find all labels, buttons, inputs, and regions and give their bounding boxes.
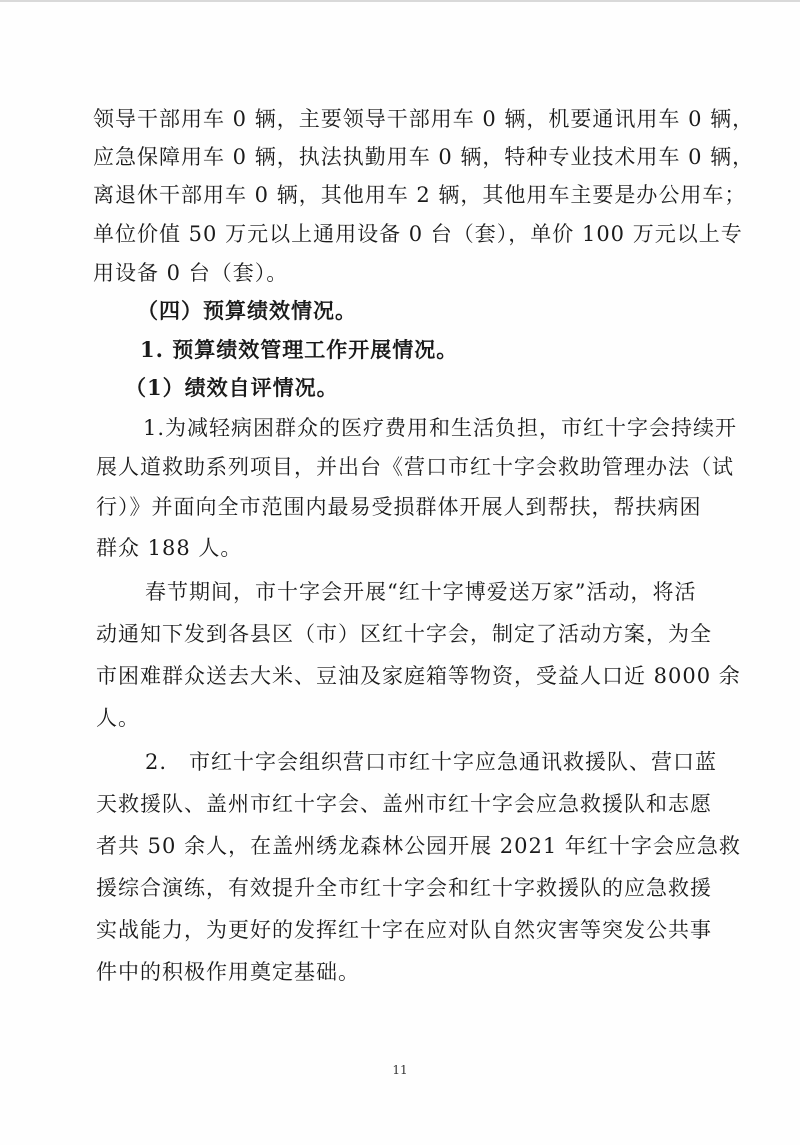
body-line: 单位价值 50 万元以上通用设备 0 台（套），单价 100 万元以上专 bbox=[93, 222, 743, 246]
item-heading: （1）绩效自评情况。 bbox=[125, 375, 339, 400]
body-line: 者共 50 余人，在盖州绣龙森林公园开展 2021 年红十字会应急救 bbox=[96, 834, 741, 858]
body-line: 援综合演练，有效提升全市红十字会和红十字救援队的应急救援 bbox=[96, 876, 712, 900]
body-line: 展人道救助系列项目，并出台《营口市红十字会救助管理办法（试 bbox=[96, 455, 734, 479]
page-number: 11 bbox=[392, 1063, 408, 1077]
section-heading: （四）预算绩效情况。 bbox=[137, 298, 357, 323]
body-line: 应急保障用车 0 辆，执法执勤用车 0 辆，特种专业技术用车 0 辆， bbox=[93, 145, 755, 169]
body-line: 人。 bbox=[96, 706, 140, 730]
body-line: 春节期间，市十字会开展“红十字博爱送万家”活动，将活 bbox=[145, 580, 697, 604]
body-line: 件中的积极作用奠定基础。 bbox=[96, 960, 360, 984]
body-line: 领导干部用车 0 辆，主要领导干部用车 0 辆，机要通讯用车 0 辆， bbox=[93, 107, 755, 131]
body-line: 行）》并面向全市范围内最易受损群体开展人到帮扶，帮扶病困 bbox=[96, 495, 702, 519]
body-line: 市困难群众送去大米、豆油及家庭箱等物资，受益人口近 8000 余 bbox=[96, 664, 741, 688]
body-line: 群众 188 人。 bbox=[96, 536, 243, 560]
body-line: 离退休干部用车 0 辆，其他用车 2 辆，其他用车主要是办公用车； bbox=[93, 183, 747, 207]
subsection-heading: 1. 预算绩效管理工作开展情况。 bbox=[140, 337, 459, 362]
body-line: 1.为减轻病困群众的医疗费用和生活负担，市红十字会持续开 bbox=[143, 416, 738, 440]
body-line: 动通知下发到各县区（市）区红十字会，制定了活动方案，为全 bbox=[96, 622, 712, 646]
body-line: 天救援队、盖州市红十字会、盖州市红十字会应急救援队和志愿 bbox=[96, 792, 712, 816]
scan-edge bbox=[0, 0, 800, 2]
body-line: 2. 市红十字会组织营口市红十字应急通讯救援队、营口蓝 bbox=[145, 750, 718, 774]
body-line: 用设备 0 台（套）。 bbox=[93, 261, 289, 285]
body-line: 实战能力，为更好的发挥红十字在应对队自然灾害等突发公共事 bbox=[96, 918, 712, 942]
